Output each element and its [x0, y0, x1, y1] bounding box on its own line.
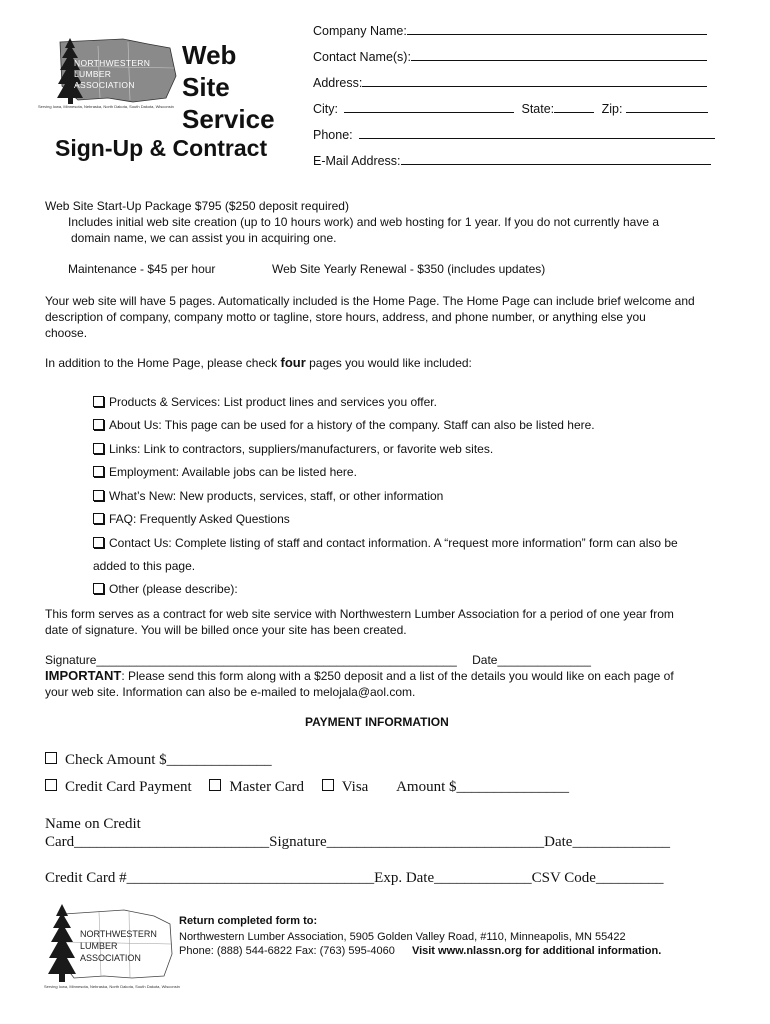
signature-line[interactable]: ______________________________________________________ [96, 653, 457, 667]
address-label: Address: [313, 76, 363, 90]
checkbox-icon[interactable] [45, 752, 57, 764]
maintenance-text: Maintenance - $45 per hour [68, 262, 216, 276]
option-other[interactable]: Other (please describe): [93, 582, 238, 596]
footer-address: Northwestern Lumber Association, 5905 Golden Valley Road, #110, Minneapolis, MN 55422 [179, 931, 626, 943]
contact-label: Contact Name(s): [313, 50, 411, 64]
credit-card-option[interactable]: Credit Card Payment [65, 779, 192, 795]
checkbox-icon[interactable] [93, 513, 104, 524]
contract-text: This form serves as a contract for web site service with Northwestern Lumber Association for a period of one year from date of signature. You will be billed once your site has been created. [45, 607, 674, 637]
option-employment[interactable]: Employment: Available jobs can be listed here. [93, 465, 357, 479]
package-desc-1: Includes initial web site creation (up to 10 hours work) and web hosting for 1 year. If you do not currently have a [68, 215, 659, 229]
date-line[interactable]: ______________ [497, 653, 591, 667]
logo-bottom [44, 904, 180, 990]
logo-tagline: Serving Iowa, Minnesota, Nebraska, North Dakota, South Dakota, Wisconsin [38, 104, 174, 109]
checkbox-icon[interactable] [45, 779, 57, 791]
contact-fields [313, 22, 723, 178]
company-label: Company Name: [313, 24, 407, 38]
logo-top [38, 36, 178, 118]
logo-tagline-bottom: Serving Iowa, Minnesota, Nebraska, North Dakota, South Dakota, Wisconsin [44, 984, 180, 989]
package-line: Web Site Start-Up Package $795 ($250 deposit required) [45, 199, 349, 213]
checkbox-icon[interactable] [93, 583, 104, 594]
logo-name-bottom: NORTHWESTERN LUMBER ASSOCIATION [80, 929, 157, 963]
option-about[interactable]: About Us: This page can be used for a history of the company. Staff can also be listed here. [93, 418, 595, 432]
visa-option[interactable]: Visa [341, 779, 369, 795]
option-faq[interactable]: FAQ: Frequently Asked Questions [93, 512, 290, 526]
important-note: IMPORTANT: Please send this form along with a $250 deposit and a list of the details you would like on each page of your web site. Information can also be e-mailed to melojala@aol.com. [45, 668, 674, 699]
option-links[interactable]: Links: Link to contractors, suppliers/manufacturers, or favorite web sites. [93, 442, 493, 456]
contact-field[interactable] [313, 48, 723, 74]
city-state-zip-field[interactable] [313, 100, 723, 126]
phone-label: Phone: [313, 128, 353, 142]
checkbox-icon[interactable] [322, 779, 334, 791]
option-products[interactable]: Products & Services: List product lines and services you offer. [93, 395, 437, 409]
check-intro: In addition to the Home Page, please check four pages you would like included: [45, 355, 472, 370]
check-amount-row[interactable]: Check Amount $______________ [45, 752, 272, 769]
footer-contact [179, 945, 661, 957]
return-label: Return completed form to: [179, 915, 318, 927]
phone-field[interactable] [313, 126, 723, 152]
city-label: City: [313, 102, 338, 116]
checkbox-icon[interactable] [93, 396, 104, 407]
credit-card-row [45, 779, 569, 796]
amount-field[interactable]: Amount $_______________ [396, 779, 569, 795]
checkbox-icon[interactable] [93, 466, 104, 477]
checkbox-icon[interactable] [93, 490, 104, 501]
card-signature-row[interactable]: Card__________________________Signature_____________________________Date_____________ [45, 834, 670, 850]
package-desc-2: domain name, we can assist you in acquiring one. [71, 231, 337, 245]
signature-label: Signature [45, 653, 97, 667]
email-field[interactable] [313, 152, 723, 178]
option-contact[interactable]: Contact Us: Complete listing of staff and contact information. A “request more information” form can also be [93, 536, 678, 550]
checkbox-icon[interactable] [93, 537, 104, 548]
page-subtitle: Sign-Up & Contract [55, 135, 268, 161]
footer-website-link[interactable]: Visit www.nlassn.org for additional information. [411, 945, 662, 957]
zip-label: Zip: [601, 102, 623, 116]
email-label: E-Mail Address: [313, 154, 401, 168]
credit-card-number-row[interactable]: Credit Card #_________________________________Exp. Date_____________CSV Code_________ [45, 870, 664, 886]
name-on-credit-label: Name on Credit [45, 816, 141, 832]
renewal-text: Web Site Yearly Renewal - $350 (includes updates) [272, 262, 546, 276]
checkbox-icon[interactable] [209, 779, 221, 791]
logo-name: NORTHWESTERN LUMBER ASSOCIATION [74, 58, 151, 90]
payment-heading: PAYMENT INFORMATION [305, 715, 449, 729]
state-label: State: [521, 102, 555, 116]
pages-description: Your web site will have 5 pages. Automatically included is the Home Page. The Home Page can include brief welcome and description of company, company motto or tagline, store hours, address, and phone number, or anything else you choose. [45, 294, 695, 340]
option-whats-new[interactable]: What’s New: New products, services, staff, or other information [93, 489, 443, 503]
checkbox-icon[interactable] [93, 419, 104, 430]
signature-row[interactable] [45, 653, 591, 667]
checkbox-icon[interactable] [93, 443, 104, 454]
address-field[interactable] [313, 74, 723, 100]
master-card-option[interactable]: Master Card [229, 779, 304, 795]
footer-phone: Phone: (888) 544-6822 Fax: (763) 595-4060 [179, 945, 395, 957]
page-title: Web Site Service [182, 40, 275, 134]
option-contact-continued: added to this page. [93, 559, 196, 573]
date-label: Date [472, 653, 498, 667]
company-field[interactable] [313, 22, 723, 48]
